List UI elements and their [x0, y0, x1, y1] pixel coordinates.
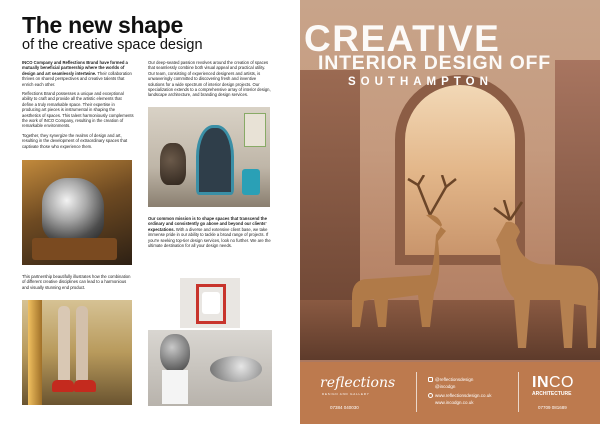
cover-subheadline: INTERIOR DESIGN OFF	[318, 52, 551, 74]
column1-intro-bold: INCO Company and Reflections Brand have formed a mutually beneficial partnership where the worlds of design and art seamlessly intertwine.	[22, 60, 128, 76]
reflections-phone: 07384 040030	[330, 405, 359, 410]
silver-panther-sculpture-photo	[22, 160, 132, 265]
column1-paragraph-3: Together, they synergize the realms of design and art, resulting in the development of extraordinary spaces that captivate those who experience them.	[22, 132, 128, 149]
cover-headline: CREATIVE	[304, 18, 501, 59]
legs-sculpture-photo	[22, 300, 132, 405]
web-contact[interactable]	[428, 393, 492, 398]
red-wall-art-photo	[180, 278, 240, 328]
column1-paragraph-2: Reflections Brand possesses a unique and exceptional ability to craft and provide all the artistic elements that define a truly remarkable space. Their expertise in producing art pieces is instrumental in shaping the aesthetics of spaces. This talent harmoniously complements the work of INCO Company, resulting in the creation of remarkable environments.	[22, 91, 134, 129]
instagram-icon	[428, 377, 433, 382]
instagram-handle-1: @reflectionsdesign	[435, 377, 474, 382]
column2-text-bottom	[148, 216, 272, 248]
inco-logo-rest: CO	[549, 374, 574, 391]
column1-paragraph-4: This partnership beautifully illustrates how the combination of different creative disciplines can lead to a harmonious and visually stunning end product.	[22, 274, 131, 290]
sculpture-gallery-photo	[148, 330, 272, 406]
inco-phone: 07709 081689	[538, 405, 567, 410]
stag-sculpture-right	[450, 200, 600, 350]
globe-icon	[428, 393, 433, 398]
inco-logo-bold: IN	[532, 374, 549, 391]
page-subtitle: of the creative space design	[22, 37, 203, 53]
divider	[416, 372, 417, 412]
divider	[518, 372, 519, 412]
column2-text-top: Our deep-seated passion revolves around the creation of spaces that seamlessly combine both visual appeal and practical utility. Our team, consisting of experienced designers and artists, is unwaveringly committed to discovering fresh and inventive solutions for a wide spectrum of interior design projects. Our specialization extends to a comprehensive array of interior design, landscape architecture, and branding design services.	[148, 60, 271, 98]
instagram-contact-2[interactable]	[428, 384, 455, 389]
inco-logo	[532, 374, 574, 392]
inco-logo-sub: ARCHITECTURE	[532, 391, 572, 397]
web-url-1: www.reflectionsdesign.co.uk	[435, 393, 492, 398]
instagram-contact[interactable]	[428, 377, 473, 382]
column1-intro-rest: Their collaboration thrives on shared perspectives and creative talents that enrich each other.	[22, 70, 132, 87]
reflections-logo: reflections	[320, 375, 396, 391]
interior-chair-photo	[148, 107, 270, 207]
web-url-2: www.incodgn.co.uk	[435, 400, 474, 405]
cover-location: SOUTHAMPTON	[348, 76, 493, 88]
column1-intro	[22, 60, 134, 87]
instagram-handle-2: @incodgn	[435, 384, 456, 389]
column2-mission-bold: Our common mission is to shape spaces that transcend the ordinary and consistently go above and beyond our clients' expectations.	[148, 216, 267, 232]
column1-text	[22, 60, 134, 149]
page-title: The new shape	[22, 12, 183, 38]
column2-mission-rest: With a diverse and extensive client base, we take immense pride in our ability to tackle a broad range of projects. If you're seeking top-tier design services, look no further. We are the ultimate destination for all your design needs.	[148, 226, 271, 249]
stag-sculpture-left	[338, 175, 468, 330]
web-contact-2[interactable]	[428, 400, 474, 405]
reflections-logo-sub: DESIGN AND GALLERY	[322, 392, 370, 396]
